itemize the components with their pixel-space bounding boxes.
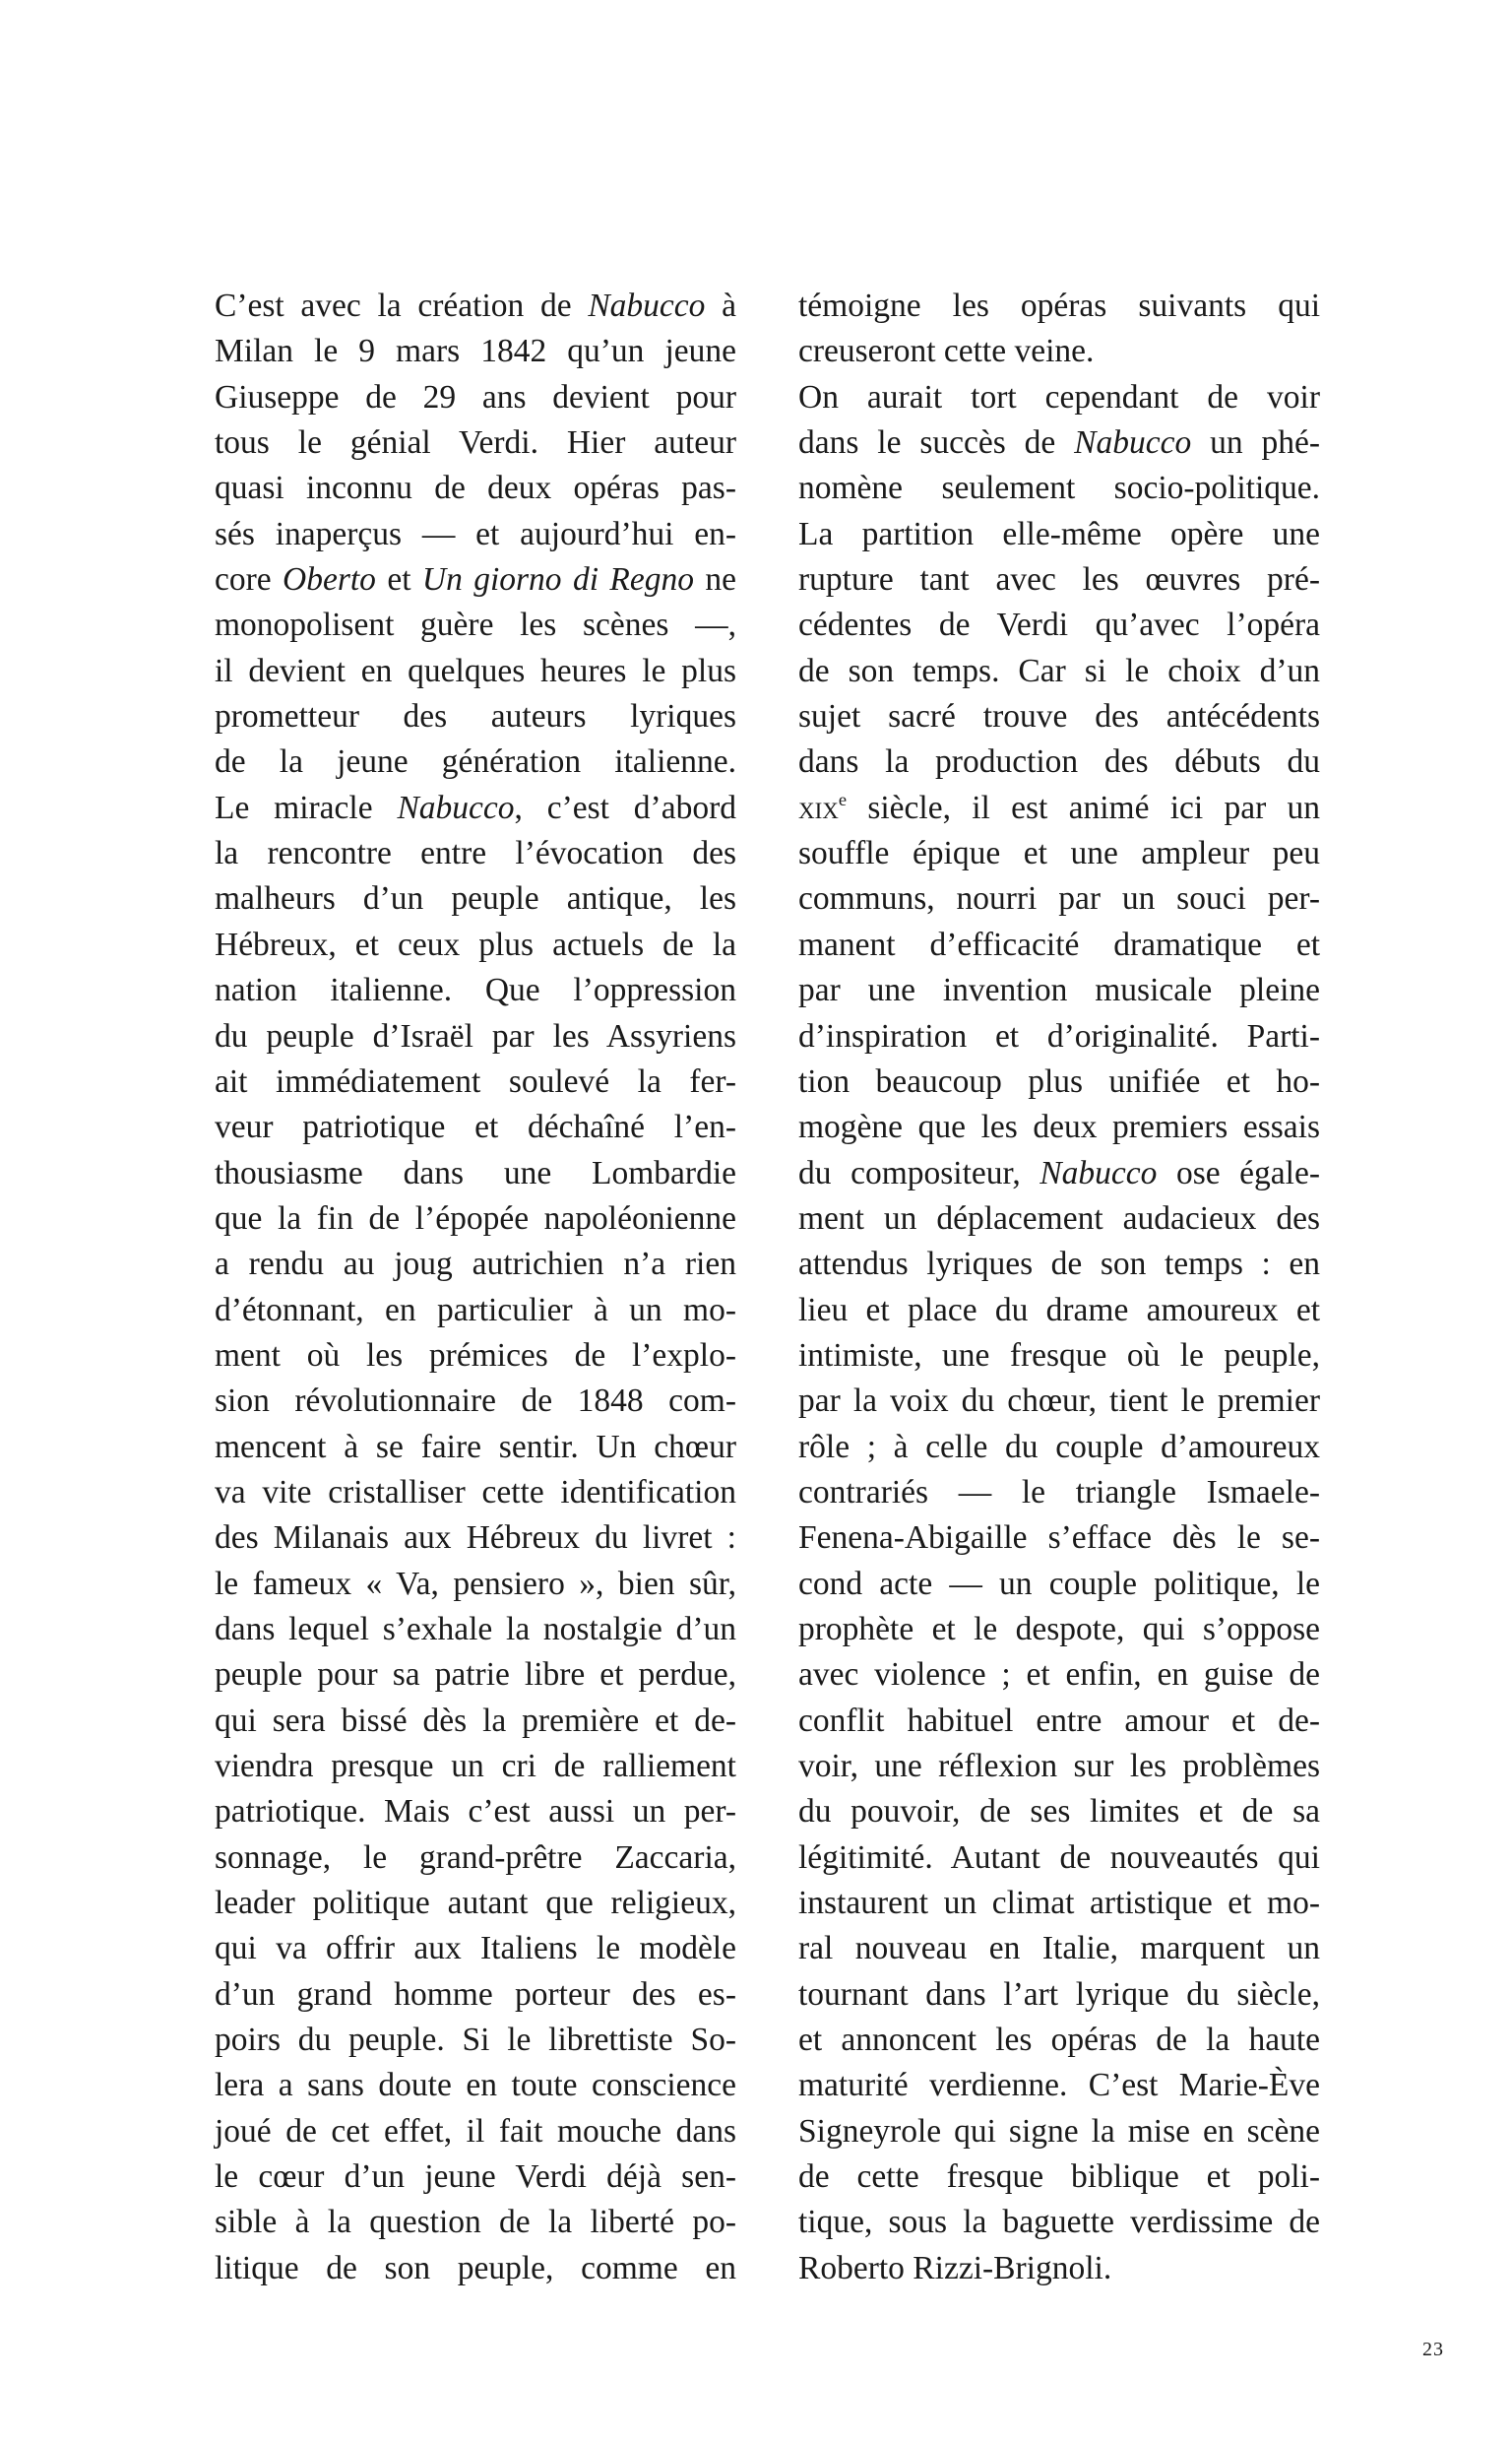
- text-line: [215, 1972, 736, 2018]
- text-segment: leader politique autant que religieux,: [215, 1885, 736, 1922]
- text-segment: du compositeur,: [798, 1154, 1040, 1191]
- text-segment: un phé-: [1191, 424, 1320, 462]
- text-line: [798, 2063, 1320, 2108]
- text-line: [798, 284, 1320, 329]
- text-line: [798, 1379, 1320, 1424]
- text-segment: sion révolutionnaire de 1848 com-: [215, 1382, 736, 1420]
- text-segment: mencent à se faire sentir. Un chœur: [215, 1428, 736, 1465]
- text-segment: sés inaperçus — et aujourd’hui en-: [215, 515, 736, 552]
- text-line: [798, 466, 1320, 511]
- text-line: [798, 329, 1320, 374]
- text-segment: avec violence ; et enfin, en guise de: [798, 1656, 1320, 1694]
- text-line: [798, 2154, 1320, 2200]
- text-segment: La partition elle-même opère une: [798, 515, 1320, 552]
- italic-title: Un giorno di Regno: [421, 561, 694, 599]
- text-line: [215, 1379, 736, 1424]
- text-segment: d’inspiration et d’originalité. Parti-: [798, 1017, 1320, 1055]
- text-segment: lieu et place du drame amoureux et: [798, 1291, 1320, 1328]
- text-segment: ment où les prémices de l’explo-: [215, 1336, 736, 1374]
- text-line: [215, 2063, 736, 2108]
- text-line: [215, 1926, 736, 1971]
- text-segment: témoigne les opéras suivants qui: [798, 288, 1320, 324]
- text-segment: viendra presque un cri de ralliement: [215, 1748, 736, 1784]
- text-segment: du peuple d’Israël par les Assyriens: [215, 1017, 736, 1055]
- text-line: [798, 1515, 1320, 1561]
- text-line: [798, 1926, 1320, 1971]
- text-segment: va vite cristalliser cette identification: [215, 1473, 736, 1511]
- text-line: [798, 2018, 1320, 2063]
- text-segment: monopolisent guère les scènes —,: [215, 607, 736, 644]
- text-segment: tous le génial Verdi. Hier auteur: [215, 424, 736, 462]
- text-line: [215, 375, 736, 420]
- text-line: [215, 1744, 736, 1789]
- text-segment: qui va offrir aux Italiens le modèle: [215, 1930, 736, 1967]
- roman-numeral: xix: [798, 789, 839, 826]
- text-line: [215, 2109, 736, 2154]
- text-line: [215, 649, 736, 694]
- text-line: [798, 2200, 1320, 2245]
- text-segment: sible à la question de la liberté po-: [215, 2204, 736, 2241]
- text-line: [215, 1699, 736, 1744]
- text-segment: de cette fresque biblique et poli-: [798, 2158, 1320, 2196]
- text-line: [798, 1151, 1320, 1196]
- superscript: e: [838, 789, 848, 809]
- text-segment: de son temps. Car si le choix d’un: [798, 652, 1320, 689]
- text-segment: tournant dans l’art lyrique du siècle,: [798, 1975, 1320, 2013]
- text-line: [798, 1105, 1320, 1150]
- text-line: [798, 831, 1320, 876]
- text-segment: il devient en quelques heures le plus: [215, 652, 736, 689]
- text-line: [215, 1515, 736, 1561]
- italic-title: Nabucco: [1040, 1154, 1158, 1191]
- text-line: [798, 1288, 1320, 1333]
- text-line: [215, 557, 736, 603]
- text-line: [215, 1242, 736, 1287]
- text-line: [215, 420, 736, 466]
- text-line: [215, 284, 736, 329]
- text-line: [798, 2246, 1320, 2291]
- text-segment: de la jeune génération italienne.: [215, 743, 736, 781]
- text-segment: Roberto Rizzi-Brignoli.: [798, 2249, 1112, 2286]
- text-line: [798, 1607, 1320, 1652]
- text-segment: veur patriotique et déchaîné l’en-: [215, 1109, 736, 1146]
- text-segment: que la fin de l’épopée napoléonienne: [215, 1199, 736, 1237]
- text-segment: Le miracle: [215, 789, 398, 826]
- text-segment: par la voix du chœur, tient le premier: [798, 1382, 1320, 1420]
- text-line: [215, 968, 736, 1013]
- italic-title: Oberto: [283, 561, 376, 599]
- text-line: [798, 1652, 1320, 1698]
- text-segment: ose égale-: [1157, 1154, 1320, 1191]
- text-segment: a rendu au joug autrichien n’a rien: [215, 1246, 736, 1283]
- text-line: [215, 876, 736, 922]
- italic-title: Nabucco: [588, 288, 706, 324]
- text-line: [215, 2200, 736, 2245]
- text-line: [215, 512, 736, 557]
- text-line: [215, 1196, 736, 1242]
- text-line: [215, 1425, 736, 1470]
- text-line: [798, 1014, 1320, 1060]
- italic-title: Nabucco: [1074, 424, 1192, 462]
- text-segment: instaurent un climat artistique et mo-: [798, 1885, 1320, 1922]
- text-line: [798, 1699, 1320, 1744]
- text-line: [798, 1835, 1320, 1881]
- text-line: [798, 649, 1320, 694]
- text-segment: prophète et le despote, qui s’oppose: [798, 1610, 1320, 1647]
- text-segment: conflit habituel entre amour et de-: [798, 1702, 1320, 1739]
- text-line: [215, 1151, 736, 1196]
- text-segment: C’est avec la création de: [215, 288, 589, 324]
- italic-title: Nabucco: [397, 789, 515, 826]
- text-segment: On aurait tort cependant de voir: [798, 378, 1320, 416]
- text-segment: cond acte — un couple politique, le: [798, 1565, 1320, 1602]
- text-line: [798, 2109, 1320, 2154]
- text-segment: quasi inconnu de deux opéras pas-: [215, 470, 736, 507]
- text-column-right: [798, 284, 1320, 2291]
- text-segment: ait immédiatement soulevé la fer-: [215, 1062, 736, 1100]
- text-segment: le cœur d’un jeune Verdi déjà sen-: [215, 2158, 736, 2196]
- text-line: [798, 1972, 1320, 2018]
- text-line: [798, 1881, 1320, 1926]
- text-segment: sonnage, le grand-prêtre Zaccaria,: [215, 1838, 736, 1876]
- text-segment: tique, sous la baguette verdissime de: [798, 2204, 1320, 2241]
- text-segment: poirs du peuple. Si le librettiste So-: [215, 2022, 736, 2059]
- text-line: [215, 2018, 736, 2063]
- text-segment: et: [375, 561, 422, 599]
- text-segment: sujet sacré trouve des antécédents: [798, 698, 1320, 736]
- text-line: [215, 1835, 736, 1881]
- text-line: [798, 1562, 1320, 1607]
- text-line: [798, 420, 1320, 466]
- text-segment: rôle ; à celle du couple d’amoureux: [798, 1428, 1320, 1465]
- text-segment: par une invention musicale pleine: [798, 972, 1320, 1009]
- text-segment: Giuseppe de 29 ans devient pour: [215, 378, 736, 416]
- text-segment: dans la production des débuts du: [798, 743, 1320, 781]
- text-segment: et annoncent les opéras de la haute: [798, 2022, 1320, 2059]
- text-segment: joué de cet effet, il fait mouche dans: [215, 2112, 736, 2150]
- text-segment: peuple pour sa patrie libre et perdue,: [215, 1656, 736, 1694]
- text-line: [798, 786, 1320, 831]
- text-segment: nomène seulement socio-politique.: [798, 470, 1320, 507]
- page-number: 23: [1422, 2339, 1444, 2360]
- text-column-left: [215, 284, 736, 2291]
- text-segment: Hébreux, et ceux plus actuels de la: [215, 926, 736, 963]
- text-line: [798, 923, 1320, 968]
- text-segment: mogène que les deux premiers essais: [798, 1109, 1320, 1146]
- text-segment: creuseront cette veine.: [798, 333, 1095, 370]
- text-segment: lera a sans doute en toute conscience: [215, 2067, 736, 2104]
- text-segment: prometteur des auteurs lyriques: [215, 698, 736, 736]
- text-line: [215, 786, 736, 831]
- text-segment: le fameux « Va, pensiero », bien sûr,: [215, 1565, 736, 1602]
- text-segment: malheurs d’un peuple antique, les: [215, 880, 736, 918]
- text-segment: Signeyrole qui signe la mise en scène: [798, 2112, 1320, 2150]
- text-line: [798, 1425, 1320, 1470]
- text-line: [798, 1470, 1320, 1515]
- text-line: [215, 1470, 736, 1515]
- text-segment: dans le succès de: [798, 424, 1075, 462]
- text-segment: Fenena-Abigaille s’efface dès le se-: [798, 1519, 1320, 1557]
- text-segment: litique de son peuple, comme en: [215, 2249, 736, 2286]
- text-segment: cédentes de Verdi qu’avec l’opéra: [798, 607, 1320, 644]
- text-segment: communs, nourri par un souci per-: [798, 880, 1320, 918]
- text-line: [215, 1652, 736, 1698]
- text-segment: siècle, il est animé ici par un: [847, 789, 1320, 826]
- text-line: [215, 329, 736, 374]
- text-line: [798, 512, 1320, 557]
- text-segment: Milan le 9 mars 1842 qu’un jeune: [215, 333, 736, 370]
- text-line: [215, 1060, 736, 1105]
- text-line: [798, 876, 1320, 922]
- text-line: [215, 1333, 736, 1379]
- text-segment: dans lequel s’exhale la nostalgie d’un: [215, 1610, 736, 1647]
- text-segment: du pouvoir, de ses limites et de sa: [798, 1793, 1320, 1831]
- text-segment: tion beaucoup plus unifiée et ho-: [798, 1062, 1320, 1100]
- text-segment: ral nouveau en Italie, marquent un: [798, 1930, 1320, 1967]
- text-segment: d’un grand homme porteur des es-: [215, 1975, 736, 2013]
- text-line: [215, 1562, 736, 1607]
- text-segment: d’étonnant, en particulier à un mo-: [215, 1291, 736, 1328]
- text-line: [798, 1744, 1320, 1789]
- text-line: [798, 1789, 1320, 1834]
- text-segment: thousiasme dans une Lombardie: [215, 1154, 736, 1191]
- text-line: [215, 923, 736, 968]
- text-segment: qui sera bissé dès la première et de-: [215, 1702, 736, 1739]
- text-line: [798, 1196, 1320, 1242]
- text-line: [215, 831, 736, 876]
- text-line: [215, 1789, 736, 1834]
- text-segment: souffle épique et une ampleur peu: [798, 835, 1320, 872]
- text-line: [798, 694, 1320, 739]
- text-segment: ment un déplacement audacieux des: [798, 1199, 1320, 1237]
- text-line: [215, 694, 736, 739]
- text-segment: nation italienne. Que l’oppression: [215, 972, 736, 1009]
- text-segment: contrariés — le triangle Ismaele-: [798, 1473, 1320, 1511]
- text-line: [215, 1607, 736, 1652]
- text-line: [798, 603, 1320, 648]
- text-segment: des Milanais aux Hébreux du livret :: [215, 1519, 736, 1557]
- text-line: [798, 968, 1320, 1013]
- text-segment: rupture tant avec les œuvres pré-: [798, 561, 1320, 599]
- text-line: [215, 1105, 736, 1150]
- text-line: [798, 557, 1320, 603]
- text-segment: à: [705, 288, 736, 324]
- text-segment: manent d’efficacité dramatique et: [798, 926, 1320, 963]
- text-line: [798, 739, 1320, 785]
- text-segment: core: [215, 561, 284, 599]
- text-line: [215, 739, 736, 785]
- text-segment: attendus lyriques de son temps : en: [798, 1246, 1320, 1283]
- text-line: [215, 2246, 736, 2291]
- text-line: [215, 2154, 736, 2200]
- text-line: [215, 466, 736, 511]
- text-segment: la rencontre entre l’évocation des: [215, 835, 736, 872]
- text-line: [215, 1014, 736, 1060]
- text-segment: maturité verdienne. C’est Marie-Ève: [798, 2067, 1320, 2104]
- text-segment: ne: [693, 561, 736, 599]
- text-line: [798, 375, 1320, 420]
- text-segment: , c’est d’abord: [514, 789, 736, 826]
- text-line: [215, 1881, 736, 1926]
- text-line: [798, 1060, 1320, 1105]
- text-segment: voir, une réflexion sur les problèmes: [798, 1748, 1320, 1784]
- text-line: [215, 1288, 736, 1333]
- text-segment: intimiste, une fresque où le peuple,: [798, 1336, 1320, 1374]
- text-segment: patriotique. Mais c’est aussi un per-: [215, 1793, 736, 1831]
- text-line: [798, 1333, 1320, 1379]
- text-line: [798, 1242, 1320, 1287]
- text-segment: légitimité. Autant de nouveautés qui: [798, 1838, 1320, 1876]
- text-line: [215, 603, 736, 648]
